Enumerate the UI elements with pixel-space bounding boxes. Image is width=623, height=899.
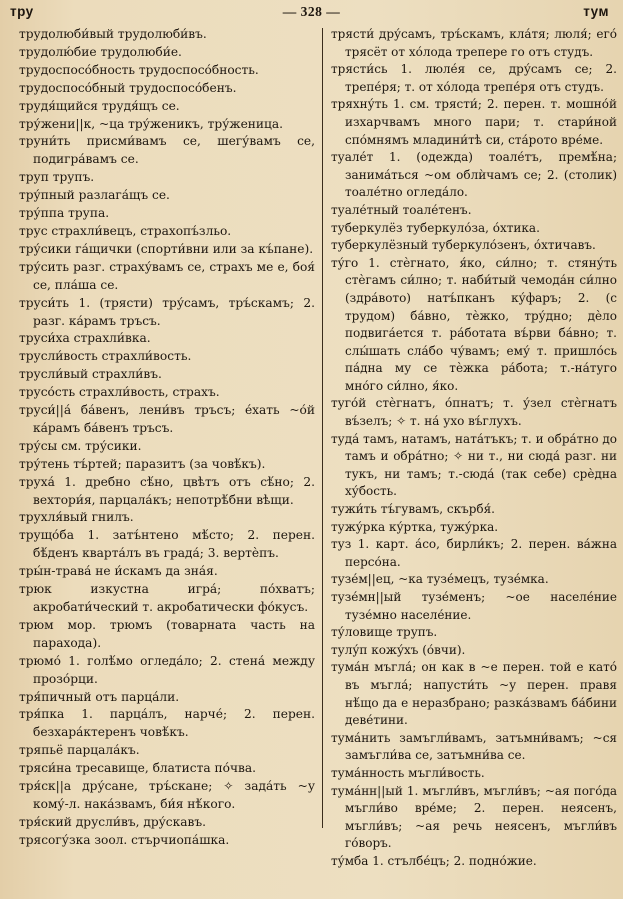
- dictionary-entry: труси́||а́ ба́венъ, лени́въ тръсъ; е́хать ~о́й ка́рамъ ба́венъ тръсъ.: [19, 403, 315, 435]
- dictionary-entry: туберкулёзный туберкуло́зенъ, о́хтичавъ.: [331, 238, 596, 253]
- dictionary-entry: тры́н-трава́ не и́скамъ да зна́я.: [19, 564, 218, 579]
- dictionary-entry: труси́ха страхли́вка.: [19, 331, 151, 346]
- dictionary-entry: туда́ тамъ, натамъ, ната́тъкъ; т. и обра́тно до тамъ и обра́тно; ✧ ни т., ни сюда́ разг. ни тукъ, ни тамъ; т.-сюда́ (так себе) срѐдна ху́бость.: [331, 431, 617, 499]
- dictionary-entry: труси́ть 1. (трясти) тру́самъ, тръ́скамъ; 2. разг. ка́рамъ тръсъ.: [19, 295, 315, 328]
- dictionary-entry: ту́мба 1. стълбе́цъ; 2. подно́жие.: [331, 853, 537, 868]
- column-divider: [322, 28, 323, 828]
- dictionary-entry: труп трупъ.: [19, 170, 95, 185]
- dictionary-entry: трюмо́ 1. голѣ́мо огледа́ло; 2. стена́ между прозо́рци.: [19, 653, 315, 686]
- dictionary-entry: тузе́мн||ый тузе́менъ; ~ое населе́ние тузе́мно населе́ние.: [331, 590, 617, 622]
- dictionary-entry: трущо́ба 1. затъ́нтено мѣ́сто; 2. перен. бѣ́денъ кварта́лъ въ града́; 3. вертѐпъ.: [19, 528, 315, 561]
- dictionary-entry: тря́пка 1. парца́лъ, нарче́; 2. перен. безхара́ктеренъ човѣ́къ.: [19, 707, 315, 740]
- dictionary-entry: тру́сить разг. страху́вамъ се, страхъ ме е, бoя́ се, пла́ша се.: [19, 259, 315, 292]
- dictionary-entry: трусли́вость страхли́вость.: [19, 349, 192, 364]
- dictionary-entry: тума́н мъгла́; он как в ~е перен. той е като́ въ мъгла́; напусти́ть ~у перен. правя нѣ́що да е неразбрано; разка́звамъ ба́бини деве́тини.: [331, 660, 617, 728]
- dictionary-entry: туберкулёз туберкуло́за, о́хтика.: [331, 220, 540, 235]
- dictionary-entry: труни́ть присми́вамъ се, шегу́вамъ се, подигра́вамъ се.: [19, 134, 315, 167]
- dictionary-entry: туале́т 1. (одежда) тоале́тъ, премѣ́на; занима́ться ~ом облѝчамъ се; 2. (столик) тоале́тно огледа́ло.: [331, 150, 617, 200]
- dictionary-entry: тузе́м||ец, ~ка тузе́мецъ, тузе́мка.: [331, 572, 549, 587]
- dictionary-entry: тру́пный разлага́щъ се.: [19, 188, 170, 203]
- left-column: [19, 26, 315, 850]
- dictionary-entry: тума́нить замъгли́вамъ, затъмни́вамъ; ~ся замъгли́ва се, затъмни́ва се.: [331, 730, 617, 763]
- dictionary-entry: трудя́щийся трудя́щъ се.: [19, 98, 180, 113]
- dictionary-entry: трясогу́зка зоол. стърчиопа́шка.: [19, 832, 230, 847]
- dictionary-entry: трудоспосо́бный трудоспосо́бенъ.: [19, 80, 237, 95]
- dictionary-entry: трудоспосо́бность трудоспосо́бность.: [19, 62, 259, 77]
- dictionary-entry: тру́сы см. тру́сики.: [19, 438, 142, 453]
- dictionary-entry: тру́ппа трупа.: [19, 206, 110, 221]
- dictionary-entry: тума́нность мъгли́вость.: [331, 765, 485, 780]
- dictionary-entry: тру́сики га́щички (спорти́вни или за къ́пане).: [19, 241, 314, 256]
- right-column: [331, 26, 617, 871]
- dictionary-entry: тру́жени||к, ~ца тру́женикъ, тру́женица.: [19, 116, 284, 131]
- dictionary-entry: трясти́сь 1. люле́я се, дру́самъ се; 2. трепе́ря; т. от хо́лода трепе́ря отъ студъ.: [331, 62, 617, 94]
- dictionary-entry: тру́тень тъ́ртей; паразитъ (за човѣ́къ).: [19, 456, 266, 471]
- dictionary-entry: трудолюби́вый трудолюби́въ.: [19, 27, 207, 41]
- dictionary-entry: тряпьё парцала́къ.: [19, 743, 140, 758]
- dictionary-entry: тря́ский друсли́въ, дру́скавъ.: [19, 814, 207, 829]
- dictionary-entry: тулу́п кожу́хъ (о́вчи).: [331, 642, 466, 657]
- dictionary-entry: трусо́сть страхли́вость, страхъ.: [19, 385, 220, 400]
- dictionary-entry: тума́нн||ый 1. мъгли́въ, мъгли́въ; ~ая пого́да мъгли́во вре́ме; 2. перен. неясенъ, мъгли́въ; ~ая речь неясенъ, мъгли́въ го́воръ.: [331, 783, 617, 851]
- dictionary-entry: тужу́рка ку́ртка, тужу́рка.: [331, 519, 499, 534]
- dictionary-entry: трус страхли́вецъ, страхопъ́зльо.: [19, 223, 232, 238]
- dictionary-entry: трясти́ дру́самъ, тръ́скамъ, кла́тя; люля́; его́ трясёт от хо́лода трепере го отъ студъ.: [331, 27, 617, 59]
- page-header: [0, 4, 623, 24]
- dictionary-entry: тря́пичный отъ парца́ли.: [19, 689, 180, 704]
- dictionary-entry: туз 1. карт. а́со, бирли́къ; 2. перен. ва́жна персо́на.: [331, 537, 617, 569]
- header-right-guideword: тум: [583, 4, 609, 19]
- dictionary-entry: трюм мор. трюмъ (товарната часть на парахода).: [19, 617, 315, 650]
- dictionary-entry: ту́ловище трупъ.: [331, 625, 438, 640]
- dictionary-entry: трусли́вый страхли́въ.: [19, 367, 162, 382]
- page-number: — 328 —: [282, 4, 341, 19]
- header-left-guideword: тру: [10, 4, 34, 19]
- dictionary-entry: туго́й стѐгнатъ, о́пнатъ; т. у́зел стѐгнатъ въ́зелъ; ✧ т. на́ ухо въ́глухъ.: [331, 396, 617, 429]
- dictionary-entry: тужи́ть тъ́гувамъ, скърбя́.: [331, 502, 495, 517]
- dictionary-entry: тряси́на тресавище, блатиста по́чва.: [19, 761, 257, 776]
- dictionary-entry: тря́ск||а дру́сане, тръ́скане; ✧ зада́ть ~у кому́-л. нака́звамъ, би́я нѣ́кого.: [19, 779, 315, 811]
- dictionary-entry: туале́тный тоале́тенъ.: [331, 202, 472, 217]
- dictionary-entry: трухля́вый гнилъ.: [19, 510, 134, 525]
- dictionary-entry: тряхну́ть 1. см. трясти́; 2. перен. т. мошно́й изхарчвамъ много пари; т. стари́ной спо́мнямъ младини́тѣ си, ста́рото вре́ме.: [331, 97, 617, 147]
- dictionary-entry: трюк изкустна игра́; по́хватъ; акробати́ческий т. акробатически фо́кусъ.: [19, 582, 315, 614]
- dictionary-entry: труха́ 1. дребно сѣ́но, цвѣтъ отъ сѣ́но; 2. вехтори́я, парцала́къ; непотрѣ́бни вѣщи.: [19, 474, 315, 507]
- dictionary-entry: ту́го 1. стѐгнато, я́ко, си́лно; т. стяну́ть стѐгамъ си́лно; т. наби́тый чемода́н си́лно (здра́вото) натъ́пканъ ку́фаръ; 2. (с трудом) ба́вно, тѐжко, тру́дно; дѐло подвига́ется т. ра́ботата въ́рви ба́вно; т. слы́шать сла́бо чу́вамъ; ему́ т. пришло́сь па́дна му се тѐжка ра́бота; т.-на́туго мно́го си́лно, я́ко.: [331, 255, 617, 393]
- dictionary-entry: трудолю́бие трудолюби́е.: [19, 44, 182, 59]
